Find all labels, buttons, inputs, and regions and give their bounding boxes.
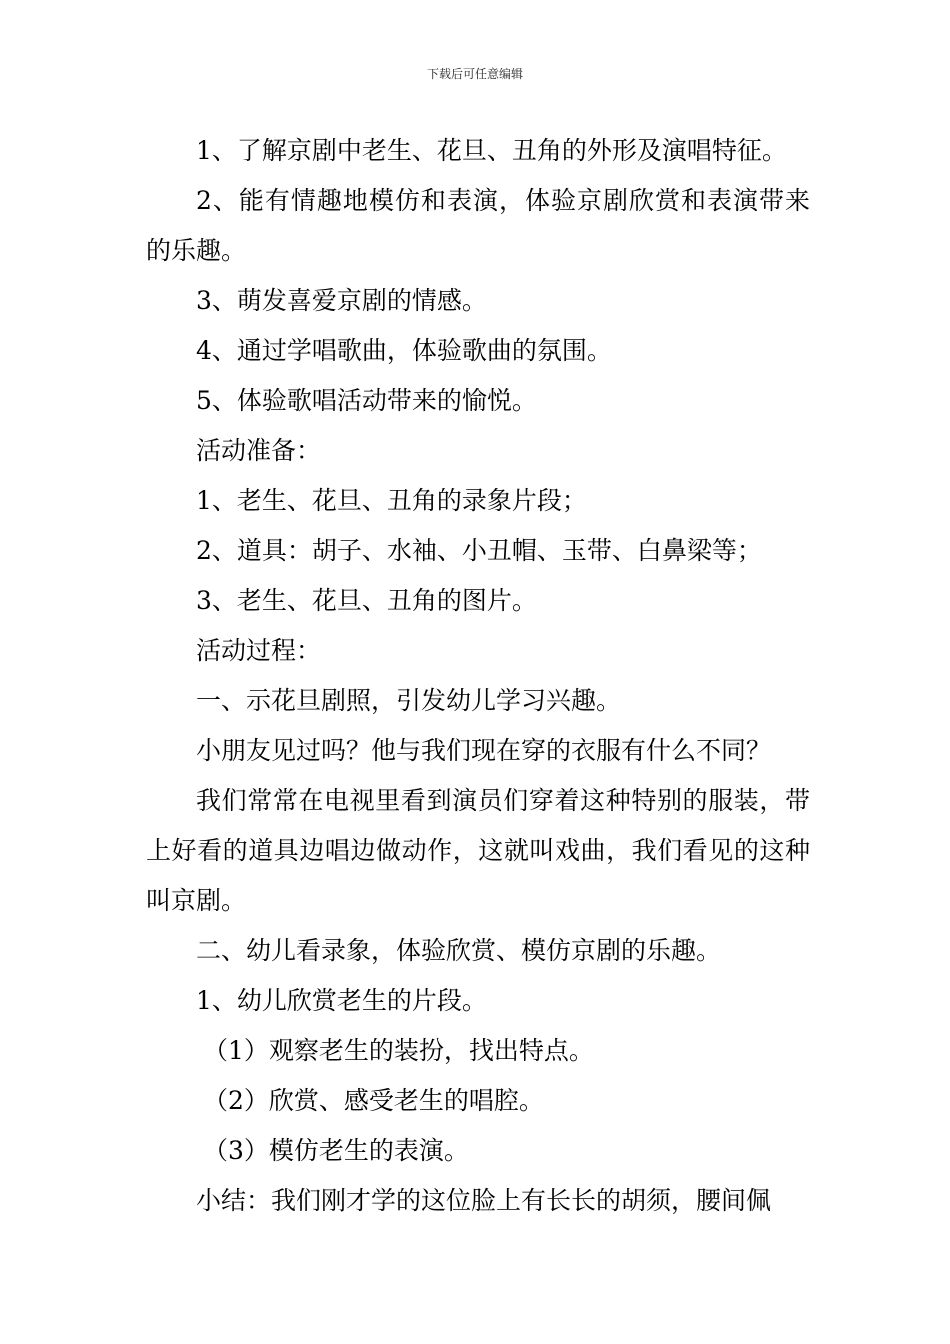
paragraph-question: 小朋友见过吗？他与我们现在穿的衣服有什么不同？	[196, 736, 772, 765]
paragraph-objective-3: 3、萌发喜爱京剧的情感。	[196, 286, 487, 315]
paragraph-sub-3: （3）模仿老生的表演。	[203, 1136, 469, 1165]
paragraph-preparation-2: 2、道具：胡子、水袖、小丑帽、玉带、白鼻梁等；	[196, 536, 762, 565]
document-body	[146, 126, 810, 1226]
paragraph-explanation: 我们常常在电视里看到演员们穿着这种特别的服装，带上好看的道具边唱边做动作，这就叫戏曲，我们看见的这种叫京剧。	[146, 786, 810, 915]
section-heading-process: 活动过程：	[196, 636, 322, 665]
paragraph-sub-1: （1）观察老生的装扮，找出特点。	[203, 1036, 594, 1065]
paragraph-objective-1: 1、了解京剧中老生、花旦、丑角的外形及演唱特征。	[196, 136, 787, 165]
paragraph-objective-5: 5、体验歌唱活动带来的愉悦。	[196, 386, 537, 415]
paragraph-preparation-1: 1、老生、花旦、丑角的录象片段；	[196, 486, 587, 515]
paragraph-objective-2: 2、能有情趣地模仿和表演，体验京剧欣赏和表演带来的乐趣。	[146, 186, 810, 265]
paragraph-summary: 小结：我们刚才学的这位脸上有长长的胡须，腰间佩	[196, 1186, 772, 1215]
section-heading-preparation: 活动准备：	[196, 436, 322, 465]
page-header-note: 下载后可任意编辑	[426, 67, 523, 81]
paragraph-process-step-2: 二、幼儿看录象，体验欣赏、模仿京剧的乐趣。	[196, 936, 722, 965]
paragraph-sub-2: （2）欣赏、感受老生的唱腔。	[203, 1086, 544, 1115]
paragraph-objective-4: 4、通过学唱歌曲，体验歌曲的氛围。	[196, 336, 612, 365]
paragraph-process-step-1: 一、示花旦剧照，引发幼儿学习兴趣。	[196, 686, 622, 715]
paragraph-preparation-3: 3、老生、花旦、丑角的图片。	[196, 586, 537, 615]
paragraph-laosheng: 1、幼儿欣赏老生的片段。	[196, 986, 487, 1015]
